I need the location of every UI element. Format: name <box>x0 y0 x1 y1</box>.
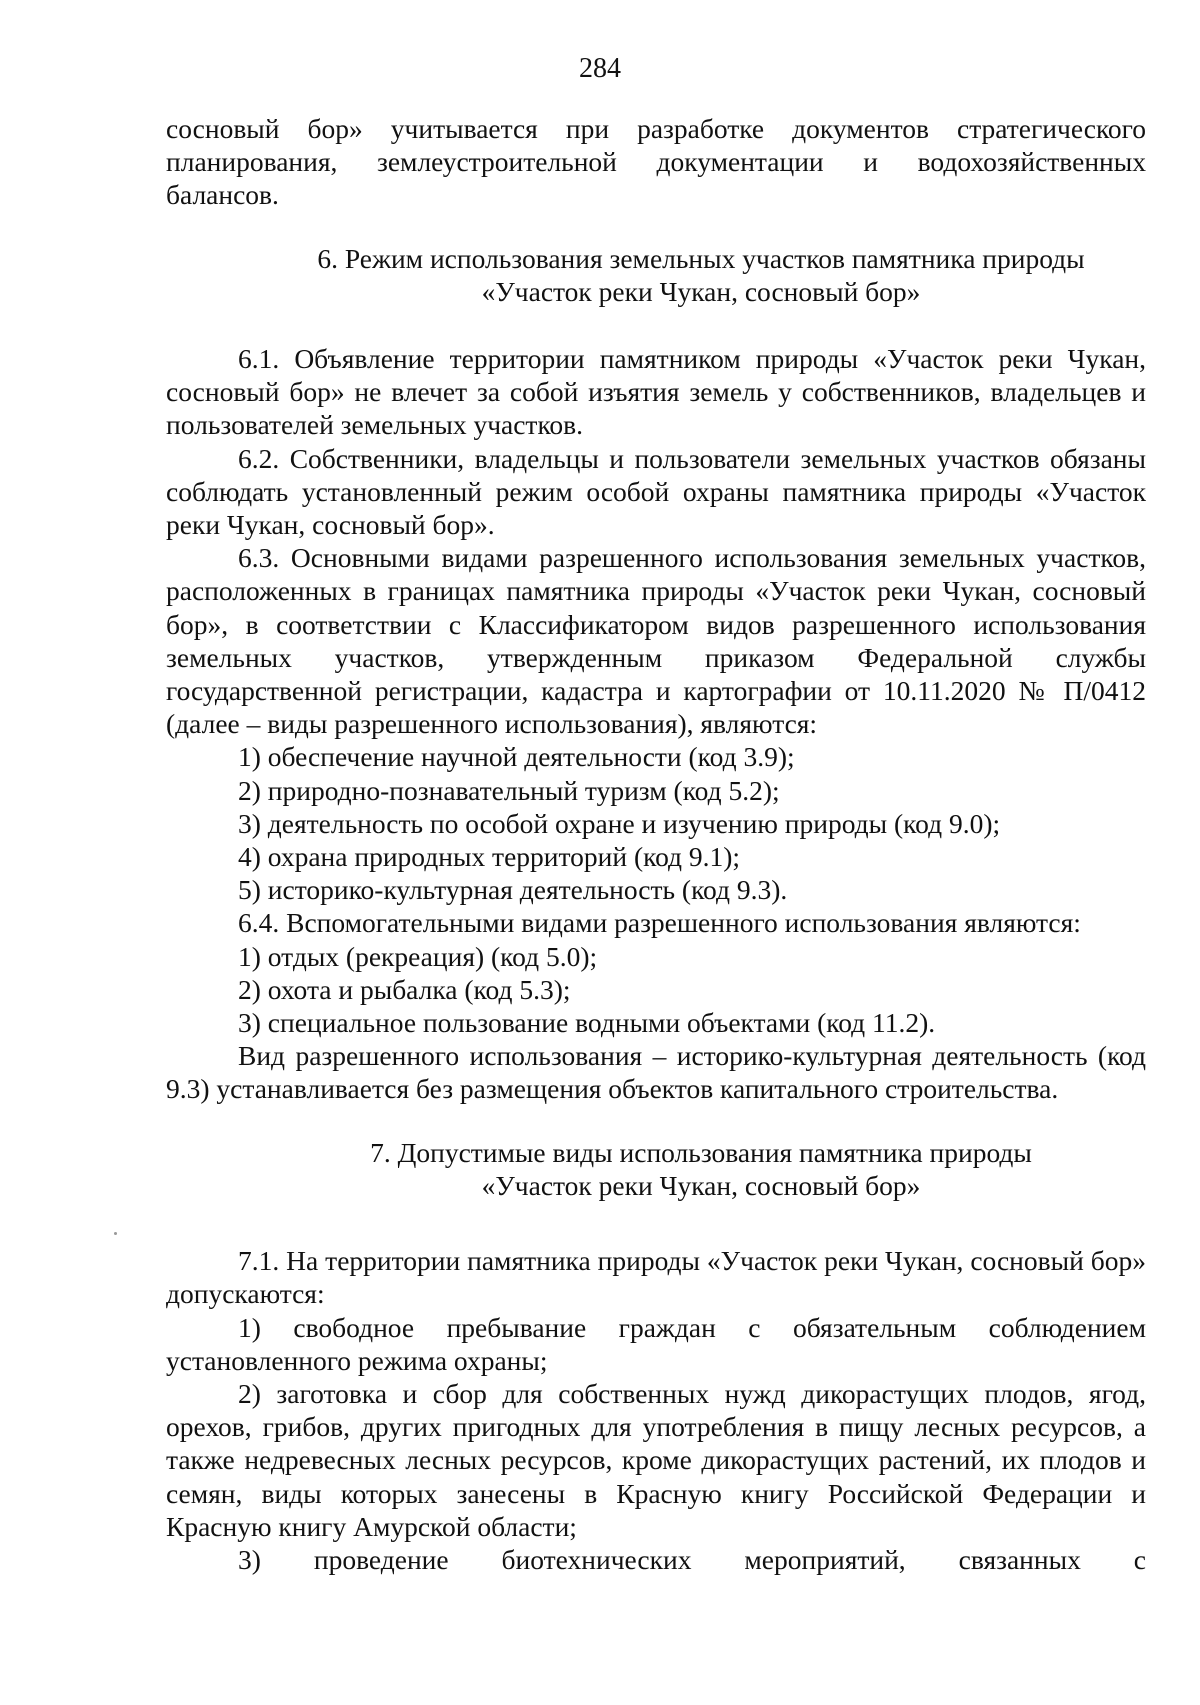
aux-use-item: 2) охота и рыбалка (код 5.3); <box>238 973 571 1005</box>
paragraph-7-1: 7.1. На территории памятника природы «Участок реки Чукан, сосновый бор» допускаются: <box>166 1245 1146 1310</box>
main-use-item: 2) природно-познавательный туризм (код 5.2); <box>238 774 780 806</box>
scan-speck <box>114 1232 117 1235</box>
section-6-heading-line-1: 6. Режим использования земельных участков памятника природы <box>317 242 1085 274</box>
intro-line-1: сосновый бор» учитывается при разработке документов стратегического <box>166 113 1146 144</box>
intro-line-3: балансов. <box>166 179 279 211</box>
document-body <box>166 112 1146 1576</box>
aux-use-item: 3) специальное пользование водными объектами (код 11.2). <box>238 1007 936 1039</box>
paragraph-6-2: 6.2. Собственники, владельцы и пользователи земельных участков обязаны соблюдать установленный режим особой охраны памятника природы «Участок реки Чукан, сосновый бор». <box>166 442 1146 541</box>
section-7-heading-line-1: 7. Допустимые виды использования памятника природы <box>370 1136 1032 1168</box>
spacer <box>166 212 1146 242</box>
main-use-item: 5) историко-культурная деятельность (код 9.3). <box>238 874 788 906</box>
spacer <box>166 1106 1146 1136</box>
spacer <box>166 308 1146 342</box>
main-use-item: 1) обеспечение научной деятельности (код 3.9); <box>238 741 795 773</box>
allowed-item-1: 1) свободное пребывание граждан с обязательным соблюдением установленного режима охраны; <box>166 1311 1146 1376</box>
main-use-item: 4) охрана природных территорий (код 9.1); <box>238 841 741 873</box>
allowed-item-2: 2) заготовка и сбор для собственных нужд дикорастущих плодов, ягод, орехов, грибов, других пригодных для употребления в пищу лесных ресурсов, а также недревесных лесных ресурсов, кроме дикорастущих растений, их плодов и семян, виды которых занесены в Красную книгу Российской Федерации и Красную книгу Амурской области; <box>166 1377 1146 1542</box>
main-use-item: 3) деятельность по особой охране и изучению природы (код 9.0); <box>238 807 1001 839</box>
allowed-item-3: 3) проведение биотехнических мероприятий, связанных с <box>238 1543 1146 1575</box>
paragraph-6-4: 6.4. Вспомогательными видами разрешенного использования являются: <box>238 907 1081 939</box>
paragraph-use-type: Вид разрешенного использования – историко-культурная деятельность (код 9.3) устанавливается без размещения объектов капитального строительства. <box>166 1040 1146 1105</box>
paragraph-6-1: 6.1. Объявление территории памятником природы «Участок реки Чукан, сосновый бор» не влечет за собой изъятия земель у собственников, владельцев и пользователей земельных участков. <box>166 343 1146 441</box>
aux-use-item: 1) отдых (рекреация) (код 5.0); <box>238 940 598 972</box>
paragraph-6-3: 6.3. Основными видами разрешенного использования земельных участков, расположенных в границах памятника природы «Участок реки Чукан, сосновый бор», в соответствии с Классификатором видов разрешенного использования земельных участков, утвержденным приказом Федеральной службы государственной регистрации, кадастра и картографии от 10.11.2020 № П/0412 (далее – виды разрешенного использования), являются: <box>166 542 1146 740</box>
page-number: 284 <box>579 53 621 84</box>
section-7-heading-line-2: «Участок реки Чукан, сосновый бор» <box>481 1169 921 1201</box>
spacer <box>166 1202 1146 1244</box>
intro-line-2: планирования, землеустроительной документации и водохозяйственных <box>166 146 1146 178</box>
section-6-heading-line-2: «Участок реки Чукан, сосновый бор» <box>481 275 921 307</box>
